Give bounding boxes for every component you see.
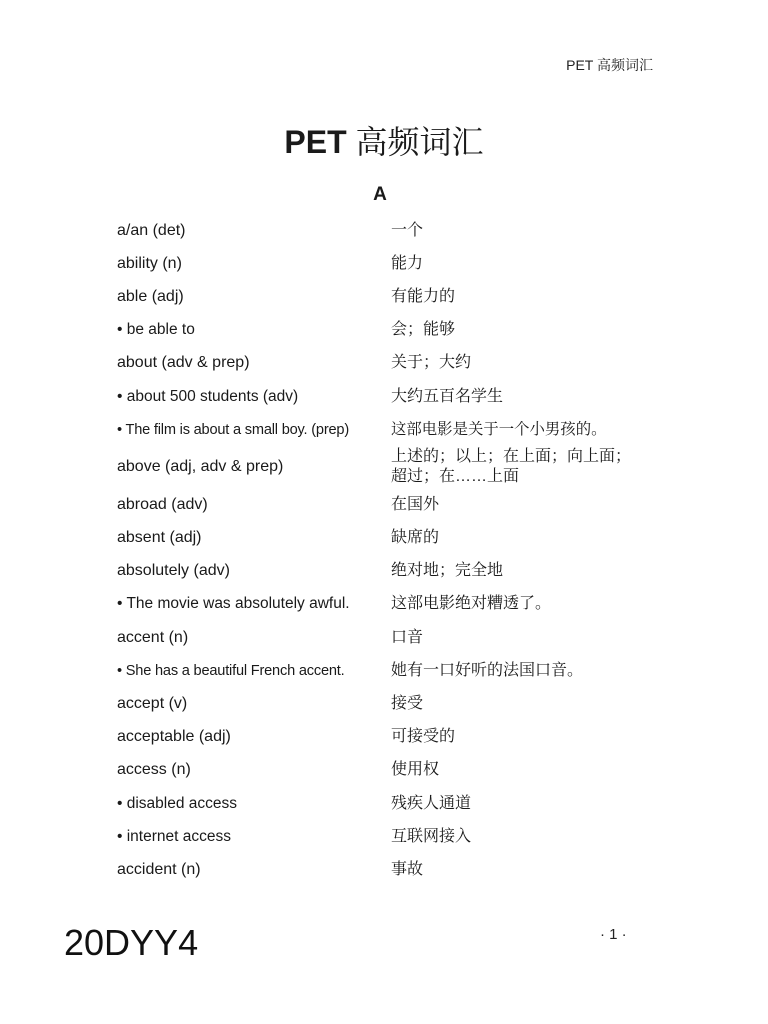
example-chinese: 这部电影绝对糟透了。 — [391, 595, 552, 613]
vocab-chinese: 口音 — [391, 628, 424, 646]
vocab-example — [117, 787, 677, 820]
vocab-entry — [117, 280, 677, 313]
vocab-english: access (n) — [117, 761, 191, 779]
vocab-english: about (adv & prep) — [117, 354, 250, 372]
example-chinese: 大约五百名学生 — [391, 387, 504, 405]
vocab-entry — [117, 347, 677, 380]
vocab-english: abroad (adv) — [117, 495, 208, 513]
vocab-chinese: 关于；大约 — [391, 354, 472, 372]
vocab-list — [117, 214, 677, 887]
vocab-english: a/an (det) — [117, 221, 186, 239]
vocab-english: absolutely (adv) — [117, 562, 230, 580]
vocab-entry — [117, 522, 677, 555]
vocab-example — [117, 588, 677, 621]
vocab-chinese-line: 上述的；以上；在上面；向上面； — [391, 448, 632, 466]
section-letter: A — [373, 184, 387, 205]
vocab-english: absent (adj) — [117, 529, 202, 547]
vocab-chinese: 绝对地；完全地 — [391, 562, 504, 580]
vocab-example — [117, 314, 677, 347]
example-english: • She has a beautiful French accent. — [117, 662, 345, 679]
vocab-english: accent (n) — [117, 628, 189, 646]
vocab-chinese: 缺席的 — [391, 529, 440, 547]
example-english: • disabled access — [117, 794, 238, 812]
vocab-chinese: 能力 — [391, 254, 424, 272]
page-title-en: PET — [284, 124, 347, 160]
example-chinese: 残疾人通道 — [391, 794, 472, 812]
vocab-example — [117, 413, 677, 446]
vocab-entry — [117, 754, 677, 787]
vocab-english: acceptable (adj) — [117, 728, 231, 746]
vocab-entry — [117, 621, 677, 654]
vocab-chinese: 有能力的 — [391, 287, 456, 305]
example-chinese: 她有一口好听的法国口音。 — [391, 661, 584, 679]
example-chinese: 互联网接入 — [391, 827, 472, 845]
page-number: · 1 · — [600, 926, 627, 943]
vocab-chinese-line: 超过；在……上面 — [391, 468, 520, 486]
example-english: • The film is about a small boy. (prep) — [117, 421, 349, 438]
vocab-example — [117, 654, 677, 687]
vocab-chinese: 事故 — [391, 860, 424, 878]
running-header: PET 高频词汇 — [566, 57, 653, 73]
vocab-chinese: 使用权 — [391, 761, 440, 779]
vocab-example — [117, 380, 677, 413]
vocab-english: accident (n) — [117, 860, 201, 878]
vocab-entry — [117, 721, 677, 754]
vocab-entry — [117, 853, 677, 886]
vocab-entry — [117, 214, 677, 247]
page-title-cn: 高频词汇 — [355, 124, 484, 160]
vocab-chinese: 在国外 — [391, 495, 440, 513]
vocab-english: above (adj, adv & prep) — [117, 458, 284, 476]
example-english: • internet access — [117, 827, 231, 845]
vocab-entry — [117, 446, 677, 488]
example-english: • be able to — [117, 321, 195, 339]
example-chinese: 这部电影是关于一个小男孩的。 — [391, 420, 607, 438]
vocab-chinese-multiline — [391, 447, 677, 487]
example-chinese: 会；能够 — [391, 321, 456, 339]
footer-code: 20DYY4 — [64, 922, 199, 963]
vocab-example — [117, 820, 677, 853]
example-english: • about 500 students (adv) — [117, 387, 299, 405]
vocab-english: able (adj) — [117, 287, 184, 305]
vocab-entry — [117, 247, 677, 280]
vocab-chinese: 接受 — [391, 695, 424, 713]
vocab-english: ability (n) — [117, 254, 182, 272]
vocab-chinese: 可接受的 — [391, 728, 456, 746]
vocab-chinese: 一个 — [391, 221, 424, 239]
vocab-english: accept (v) — [117, 695, 188, 713]
page-title — [0, 122, 768, 162]
vocab-entry — [117, 488, 677, 521]
vocab-entry — [117, 555, 677, 588]
vocab-entry — [117, 687, 677, 720]
example-english: • The movie was absolutely awful. — [117, 595, 350, 613]
